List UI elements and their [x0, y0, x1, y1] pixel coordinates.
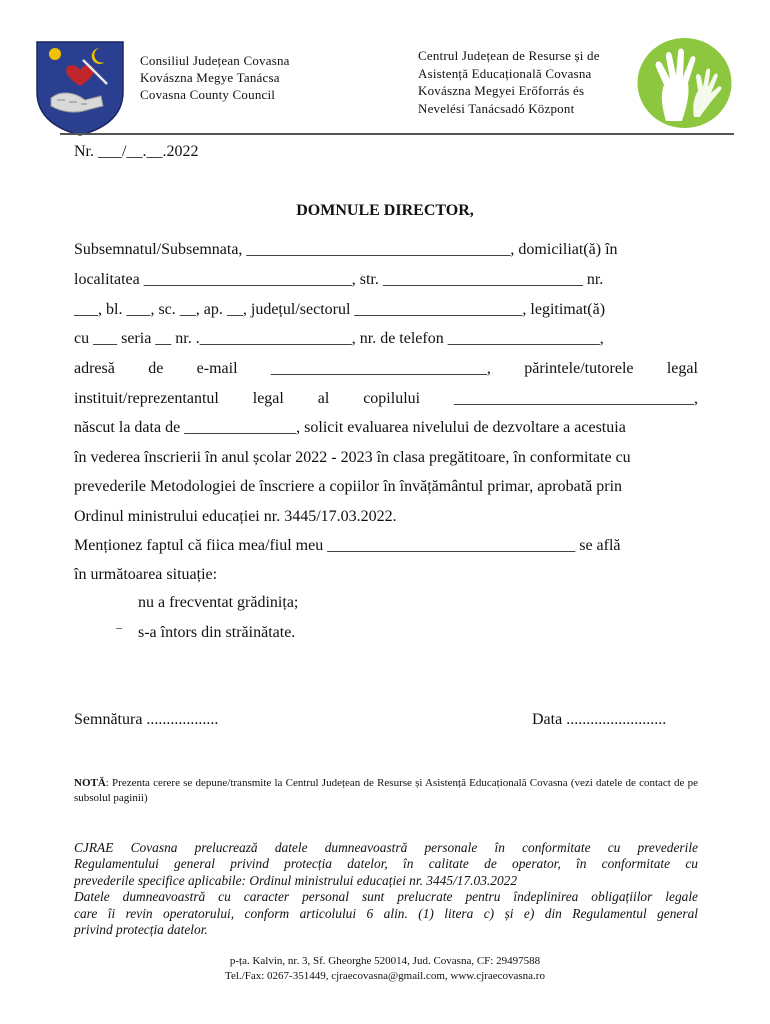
document-title: DOMNULE DIRECTOR,: [296, 202, 474, 219]
email-word-3: e-mail: [196, 360, 238, 377]
child-situation-line: Menționez faptul că fiica mea/fiul meu _______________________________ se află: [74, 537, 621, 554]
council-name-en: Covasna County Council: [140, 87, 276, 102]
header-divider: [60, 133, 734, 135]
gdpr-line-2: Regulamentului general privind protecția datelor, în calitate de operator, în conformitate cu: [74, 856, 698, 872]
hands-logo: [636, 37, 733, 129]
situation-intro-line: în următoarea situație:: [74, 566, 218, 583]
gdpr-line-3: prevederile specifice aplicabile: Ordinul ministrului educației nr. 3445/17.03.2022: [74, 872, 518, 888]
gdpr-line-6: privind protecția datelor.: [74, 922, 208, 938]
county-council-name: [140, 52, 290, 103]
council-name-ro: Consiliul Județean Covasna: [140, 53, 290, 68]
locality-line: localitatea __________________________, str. _________________________ nr.: [74, 271, 604, 288]
child-word-3: al: [317, 390, 330, 407]
email-word-1: adresă: [74, 360, 115, 377]
note-label: NOTĂ: [74, 777, 106, 789]
gdpr-paragraph: [74, 840, 698, 938]
id-phone-line: cu ___ seria __ nr. .___________________, nr. de telefon ___________________,: [74, 330, 604, 347]
center-name-line-1: Centrul Județean de Resurse și de: [418, 48, 600, 63]
center-name-line-2: Asistență Educațională Covasna: [418, 65, 592, 81]
email-word-2: de: [148, 360, 164, 377]
signature-field: Semnătura ..................: [74, 711, 219, 728]
gdpr-line-5: care îi revin operatorului, conform articolului 6 alin. (1) litera c) și e) din Regulamentul general: [74, 905, 698, 921]
option-dash-bullet: –: [116, 620, 122, 634]
option-returned-abroad: s-a întors din străinătate.: [138, 624, 296, 641]
footer-contact: [0, 954, 770, 984]
note-paragraph: [74, 776, 698, 806]
email-word-6: legal: [666, 360, 698, 377]
email-word-5: părintele/tutorele: [524, 360, 634, 377]
email-line: [74, 359, 698, 379]
coat-of-arms-emblem: [35, 40, 125, 136]
date-field: Data .........................: [532, 711, 667, 728]
council-name-hu: Kovászna Megye Tanácsa: [140, 70, 280, 85]
footer-phone-email: Tel./Fax: 0267-351449, cjraecovasna@gmail.com, www.cjraecovasna.ro: [225, 970, 545, 982]
option-no-kindergarten: nu a frecventat grădinița;: [138, 594, 299, 611]
gdpr-line-1: CJRAE Covasna prelucrează datele dumneavoastră personale în conformitate cu prevederile: [74, 840, 698, 855]
child-word-4: copilului: [363, 390, 421, 407]
registration-number: Nr. ___/__.__.2022: [74, 143, 199, 160]
note-text: : Prezenta cerere se depune/transmite la Centrul Județean de Resurse și Asistență Educațională Covasna (vezi datele de contact de pe subsolul paginii): [74, 777, 698, 804]
child-line: [74, 389, 698, 409]
center-name-line-4: Nevelési Tanácsadó Központ: [418, 100, 575, 116]
child-word-1: instituit/reprezentantul: [74, 390, 219, 407]
order-line: Ordinul ministrului educației nr. 3445/17.03.2022.: [74, 508, 397, 525]
child-word-2: legal: [252, 390, 284, 407]
gdpr-line-4: Datele dumneavoastră cu caracter personal sunt prelucrate pentru îndeplinirea obligațiilor legale: [74, 889, 698, 905]
email-blank: ___________________________,: [270, 360, 491, 377]
resource-center-name: [418, 47, 600, 117]
birth-date-line: născut la data de ______________, solicit evaluarea nivelului de dezvoltare a acestuia: [74, 419, 626, 436]
enrollment-line: în vederea înscrierii în anul școlar 2022 - 2023 în clasa pregătitoare, în conformitate cu: [74, 449, 631, 466]
center-name-line-3: Kovászna Megyei Erőforrás és: [418, 83, 585, 98]
applicant-name-line: Subsemnatul/Subsemnata, _________________________________, domiciliat(ă) în: [74, 241, 618, 258]
address-details-line: ___, bl. ___, sc. __, ap. __, județul/sectorul _____________________, legitimat(ă): [74, 301, 606, 318]
child-name-blank: ______________________________,: [454, 390, 698, 407]
methodology-line: prevederile Metodologiei de înscriere a copiilor în învățământul primar, aprobată prin: [74, 478, 623, 495]
footer-address: p-ța. Kalvin, nr. 3, Sf. Gheorghe 520014, Jud. Covasna, CF: 29497588: [229, 955, 541, 967]
